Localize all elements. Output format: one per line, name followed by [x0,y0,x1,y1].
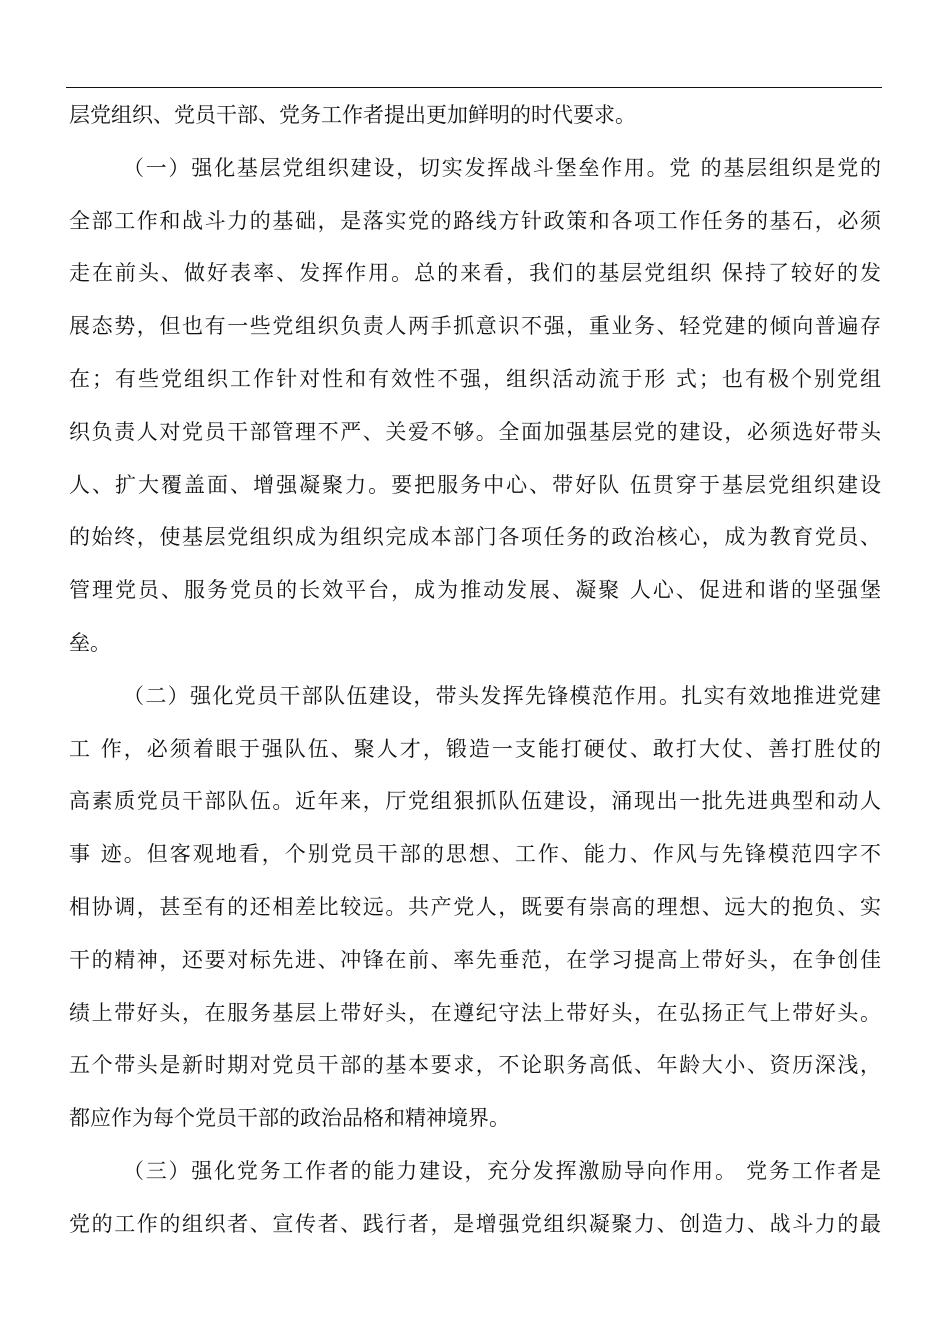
header-rule [66,87,882,88]
document-body [69,89,881,1251]
text-line: 干的精神，还要对标先进、冲锋在前、率先垂范，在学习提高上带好头，在争创佳 [69,947,881,972]
text-line: 高素质党员干部队伍。近年来，厅党组狠抓队伍建设，涌现出一批先进典型和动人 [69,789,881,814]
text-line: 五个带头是新时期对党员干部的基本要求，不论职务高低、年龄大小、资历深浅， [69,1053,881,1078]
text-line: 工 作，必须着眼于强队伍、聚人才，锻造一支能打硬仗、敢打大仗、善打胜仗的 [69,736,881,761]
text-line: 都应作为每个党员干部的政治品格和精神境界。 [69,1106,510,1131]
text-line: 展态势，但也有一些党组织负责人两手抓意识不强，重业务、轻党建的倾向普遍存 [69,314,881,339]
text-line: 垒。 [69,630,111,655]
text-line: 织负责人对党员干部管理不严、关爱不够。全面加强基层党的建设，必须选好带头 [69,419,881,444]
text-line: 党的工作的组织者、宣传者、践行者，是增强党组织凝聚力、创造力、战斗力的最 [69,1211,881,1236]
paragraph-3-first-line: （三）强化党务工作者的能力建设，充分发挥激励导向作用。 党务工作者是 [123,1158,881,1183]
text-line: 管理党员、服务党员的长效平台，成为推动发展、凝聚 人心、促进和谐的坚强堡 [69,578,881,603]
text-line: 在；有些党组织工作针对性和有效性不强，组织活动流于形 式；也有极个别党组 [69,366,881,391]
text-line: 的始终，使基层党组织成为组织完成本部门各项任务的政治核心，成为教育党员、 [69,525,881,550]
text-line: 人、扩大覆盖面、增强凝聚力。要把服务中心、带好队 伍贯穿于基层党组织建设 [69,472,881,497]
text-line: 相协调，甚至有的还相差比较远。共产党人，既要有崇高的理想、远大的抱负、实 [69,894,881,919]
text-line: 走在前头、做好表率、发挥作用。总的来看，我们的基层党组织 保持了较好的发 [69,261,881,286]
paragraph-2-first-line: （二）强化党员干部队伍建设，带头发挥先锋模范作用。扎实有效地推进党建 [123,683,881,708]
paragraph-1-first-line: （一）强化基层党组织建设，切实发挥战斗堡垒作用。党 的基层组织是党的 [123,155,881,180]
text-line: 全部工作和战斗力的基础，是落实党的路线方针政策和各项工作任务的基石，必须 [69,208,881,233]
text-line: 层党组织、党员干部、党务工作者提出更加鲜明的时代要求。 [69,103,636,127]
text-line: 事 迹。但客观地看，个别党员干部的思想、工作、能力、作风与先锋模范四字不 [69,842,881,867]
text-line: 绩上带好头，在服务基层上带好头，在遵纪守法上带好头，在弘扬正气上带好头。 [69,1000,881,1025]
